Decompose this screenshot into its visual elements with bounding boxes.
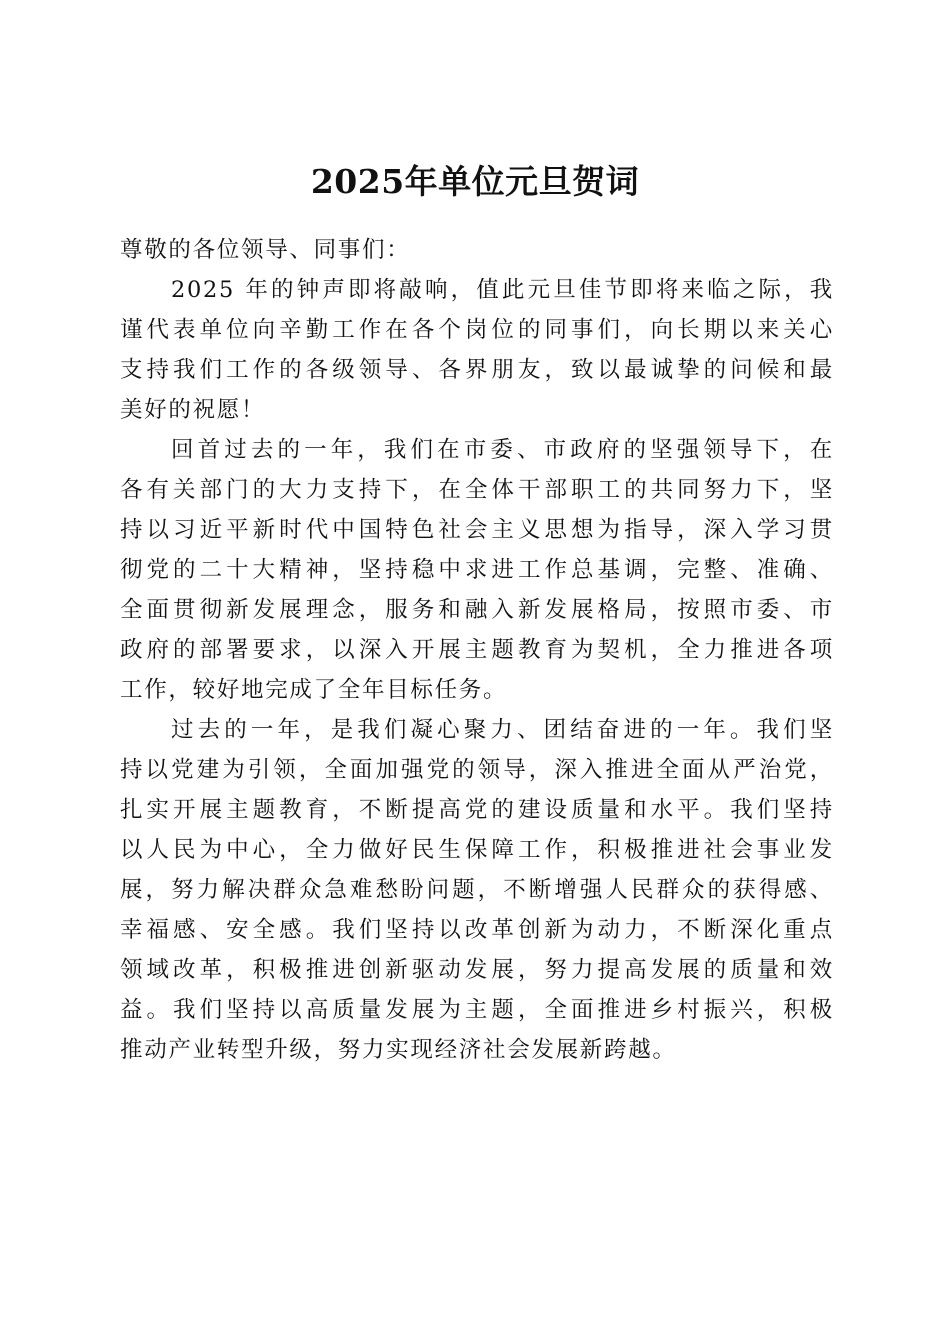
paragraph-line: 推动产业转型升级，努力实现经济社会发展新跨越。	[120, 1037, 677, 1063]
paragraph-greeting	[120, 270, 834, 430]
paragraph-line: 美好的祝愿！	[120, 397, 266, 423]
paragraph-line: 扎实开展主题教育，不断提高党的建设质量和水平。我们坚持	[120, 797, 834, 823]
document-body	[120, 230, 834, 1070]
paragraph-line: 益。我们坚持以高质量发展为主题，全面推进乡村振兴，积极	[120, 997, 834, 1023]
paragraph-line: 政府的部署要求，以深入开展主题教育为契机，全力推进各项	[120, 637, 834, 663]
paragraph-line: 持以习近平新时代中国特色社会主义思想为指导，深入学习贯	[120, 517, 834, 543]
paragraph-line: 回首过去的一年，我们在市委、市政府的坚强领导下，在	[171, 437, 834, 463]
paragraph-line: 过去的一年，是我们凝心聚力、团结奋进的一年。我们坚	[171, 717, 834, 743]
paragraph-line: 以人民为中心，全力做好民生保障工作，积极推进社会事业发	[120, 837, 834, 863]
paragraph-line: 支持我们工作的各级领导、各界朋友，致以最诚挚的问候和最	[120, 357, 834, 383]
paragraph-review	[120, 430, 834, 710]
paragraph-line: 各有关部门的大力支持下，在全体干部职工的共同努力下，坚	[120, 477, 834, 503]
paragraph-line: 展，努力解决群众急难愁盼问题，不断增强人民群众的获得感、	[120, 877, 834, 903]
paragraph-line: 领域改革，积极推进创新驱动发展，努力提高发展的质量和效	[120, 957, 834, 983]
salutation: 尊敬的各位领导、同事们：	[120, 237, 411, 263]
paragraph-line: 谨代表单位向辛勤工作在各个岗位的同事们，向长期以来关心	[120, 317, 834, 343]
paragraph-line: 持以党建为引领，全面加强党的领导，深入推进全面从严治党，	[120, 757, 834, 783]
document-title: 2025年单位元旦贺词	[310, 162, 640, 202]
paragraph-achievements	[120, 710, 834, 1070]
paragraph-line: 幸福感、安全感。我们坚持以改革创新为动力，不断深化重点	[120, 917, 834, 943]
paragraph-line: 全面贯彻新发展理念，服务和融入新发展格局，按照市委、市	[120, 597, 834, 623]
paragraph-line: 彻党的二十大精神，坚持稳中求进工作总基调，完整、准确、	[120, 557, 834, 583]
paragraph-line: 2025 年的钟声即将敲响，值此元旦佳节即将来临之际，我	[171, 277, 834, 303]
paragraph-line: 工作，较好地完成了全年目标任务。	[120, 677, 508, 703]
